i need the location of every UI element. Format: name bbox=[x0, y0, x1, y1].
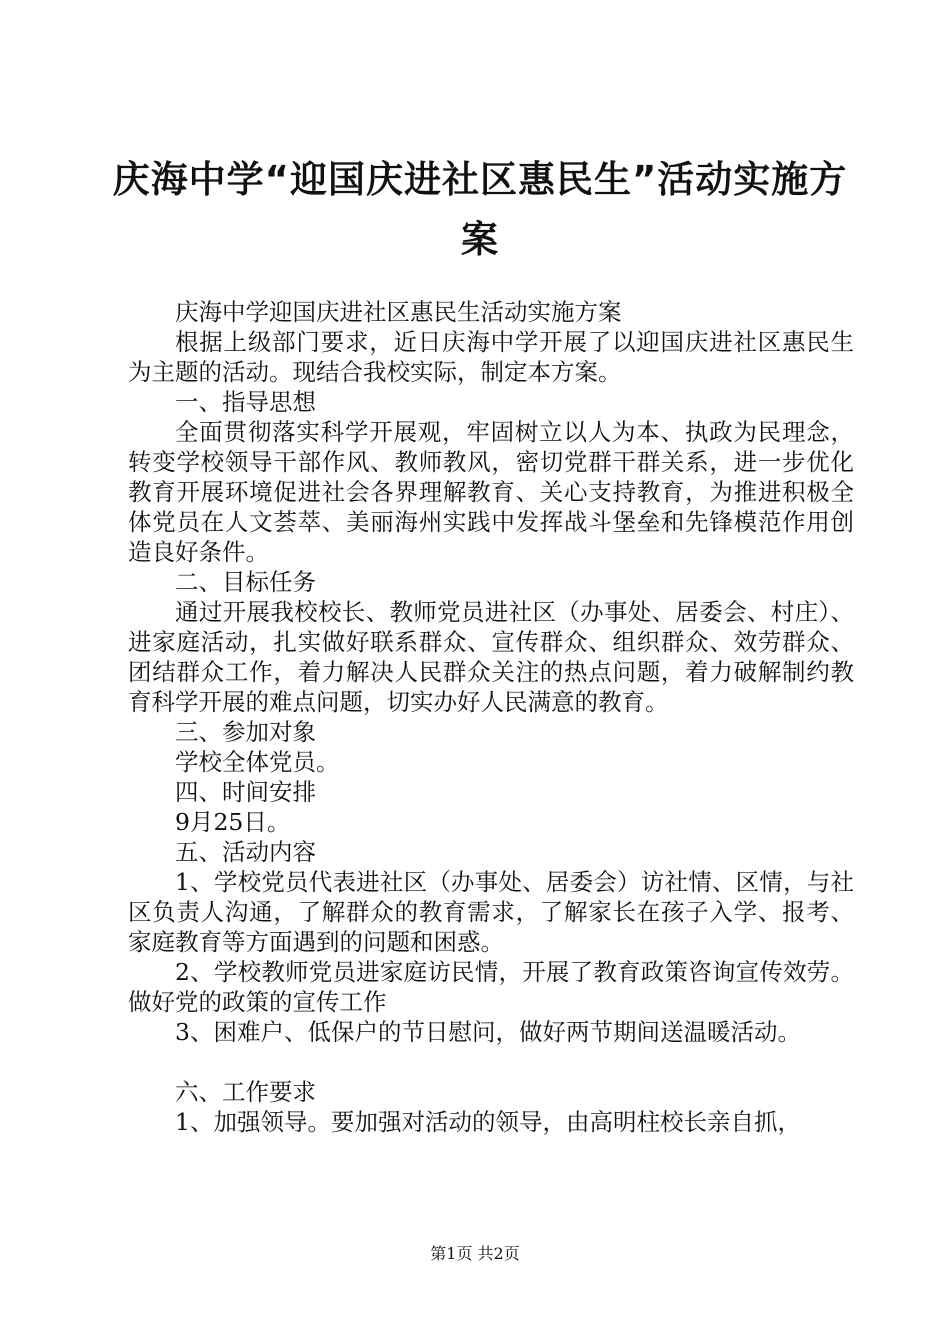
blank-line bbox=[128, 1047, 854, 1077]
paragraph-activity-2: 2、学校教师党员进家庭访民情，开展了教育政策咨询宣传效劳。做好党的政策的宣传工作 bbox=[128, 958, 854, 1016]
paragraph-guiding-ideology: 全面贯彻落实科学开展观，牢固树立以人为本、执政为民理念，转变学校领导干部作风、教师教风，密切党群干群关系，进一步优化教育开展环境促进社会各界理解教育、关心支持教育，为推进积极全体党员在人文荟萃、美丽海州实践中发挥战斗堡垒和先锋模范作用创造良好条件。 bbox=[128, 418, 854, 566]
paragraph-goals: 通过开展我校校长、教师党员进社区（办事处、居委会、村庄）、进家庭活动，扎实做好联系群众、宣传群众、组织群众、效劳群众、团结群众工作，着力解决人民群众关注的热点问题，着力破解制约教育科学开展的难点问题，切实办好人民满意的教育。 bbox=[128, 598, 854, 716]
paragraph-participants: 学校全体党员。 bbox=[175, 748, 340, 776]
paragraph-activity-1: 1、学校党员代表进社区（办事处、居委会）访社情、区情，与社区负责人沟通，了解群众的教育需求，了解家长在孩子入学、报考、家庭教育等方面遇到的问题和困惑。 bbox=[128, 868, 854, 956]
section-heading-guiding-ideology: 一、指导思想 bbox=[175, 388, 316, 416]
paragraph-heading-repeat: 庆海中学迎国庆进社区惠民生活动实施方案 bbox=[175, 298, 622, 326]
section-heading-activities: 五、活动内容 bbox=[175, 838, 316, 866]
paragraph-schedule: 9月25日。 bbox=[175, 808, 291, 836]
document-title: 庆海中学“迎国庆进社区惠民生”活动实施方案 bbox=[112, 158, 848, 261]
page-footer: 第1页 共2页 bbox=[430, 1244, 520, 1263]
section-heading-goals: 二、目标任务 bbox=[175, 568, 316, 596]
paragraph-intro: 根据上级部门要求，近日庆海中学开展了以迎国庆进社区惠民生为主题的活动。现结合我校实际，制定本方案。 bbox=[128, 328, 854, 386]
paragraph-requirement-1: 1、加强领导。要加强对活动的领导，由高明柱校长亲自抓， bbox=[175, 1108, 801, 1136]
section-heading-requirements: 六、工作要求 bbox=[175, 1078, 316, 1106]
document-body bbox=[128, 297, 854, 1137]
section-heading-participants: 三、参加对象 bbox=[175, 718, 316, 746]
section-heading-schedule: 四、时间安排 bbox=[175, 778, 316, 806]
paragraph-activity-3: 3、困难户、低保户的节日慰问，做好两节期间送温暖活动。 bbox=[175, 1018, 801, 1046]
